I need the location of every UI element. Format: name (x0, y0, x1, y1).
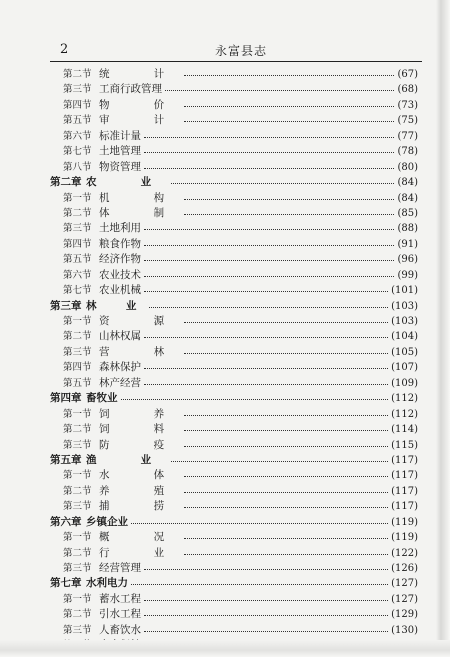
page-header (50, 40, 420, 62)
dot-leader (149, 307, 388, 308)
toc-entry-label (63, 113, 181, 128)
toc-entry-number: 第一节 (63, 593, 92, 605)
dot-leader (184, 322, 388, 323)
toc-entry-label (63, 623, 141, 638)
toc-section-row (50, 191, 422, 206)
toc-entry-label (63, 237, 141, 252)
toc-section-row (50, 144, 422, 159)
dot-leader (184, 75, 394, 76)
dot-leader (184, 492, 388, 493)
toc-entry-label (63, 252, 141, 267)
toc-section-row (50, 329, 422, 344)
toc-section-row (50, 484, 422, 499)
toc-entry-title: 机 构 (99, 191, 181, 204)
toc-entry-title: 饲 养 (99, 407, 181, 420)
toc-page-number: (91) (397, 238, 418, 250)
dot-leader (184, 476, 388, 477)
toc-entry-number: 第二节 (63, 207, 92, 219)
toc-entry-title: 渔 业 (86, 453, 168, 466)
toc-page-number: (127) (391, 593, 418, 605)
toc-entry-number: 第三节 (63, 346, 92, 358)
page-edge-right (436, 0, 450, 657)
toc-chapter-row (50, 453, 422, 468)
toc-page-number: (109) (391, 377, 418, 389)
toc-entry-number: 第二章 (50, 176, 82, 189)
toc-page-number: (73) (397, 99, 418, 111)
toc-entry-number: 第六节 (63, 269, 92, 281)
toc-chapter-row (50, 175, 422, 190)
toc-entry-title: 林 业 (86, 299, 146, 312)
toc-entry-label (63, 98, 181, 113)
toc-page-number: (80) (397, 161, 418, 173)
toc-page-number: (103) (391, 300, 418, 312)
page-edge-bottom (0, 640, 450, 657)
dot-leader (184, 415, 388, 416)
toc-section-row (50, 607, 422, 622)
toc-entry-label (63, 67, 181, 82)
toc-entry-number: 第一节 (63, 470, 92, 482)
toc-page-number: (112) (391, 408, 418, 420)
dot-leader (144, 600, 388, 601)
toc-entry-number: 第五节 (63, 377, 92, 389)
toc-page-number: (88) (397, 223, 418, 235)
toc-section-row (50, 237, 422, 252)
toc-entry-number: 第三章 (50, 299, 82, 312)
toc-entry-label (63, 499, 181, 514)
toc-entry-number: 第一节 (63, 408, 92, 420)
toc-page-number: (129) (391, 609, 418, 621)
toc-entry-number: 第二节 (63, 547, 92, 559)
toc-entry-number: 第七节 (63, 285, 92, 297)
toc-entry-number: 第七章 (50, 577, 82, 590)
toc-section-row (50, 438, 422, 453)
dot-leader (184, 507, 388, 508)
toc-page-number: (101) (391, 285, 418, 297)
dot-leader (144, 569, 388, 570)
dot-leader (165, 90, 394, 91)
dot-leader (144, 152, 394, 153)
toc-entry-number: 第三节 (63, 439, 92, 451)
toc-section-row (50, 67, 422, 82)
toc-entry-number: 第二节 (63, 69, 92, 80)
toc-page-number: (119) (391, 516, 418, 528)
toc-entry-label (50, 391, 118, 406)
toc-page-number: (68) (397, 84, 418, 96)
dot-leader (184, 554, 388, 555)
toc-page-number: (117) (391, 501, 418, 513)
toc-entry-number: 第五章 (50, 453, 82, 466)
dot-leader (184, 538, 388, 539)
toc-section-row (50, 283, 422, 298)
toc-entry-label (63, 438, 181, 453)
toc-entry-label (63, 314, 181, 329)
toc-page-number: (103) (391, 316, 418, 327)
toc-entry-number: 第二节 (63, 609, 92, 621)
toc-page-number: (117) (391, 470, 418, 482)
toc-entry-label (63, 160, 141, 175)
toc-entry-label (63, 144, 141, 159)
toc-entry-title: 人畜饮水 (99, 623, 141, 636)
toc-entry-number: 第三节 (63, 563, 92, 574)
toc-entry-label (63, 129, 141, 144)
toc-entry-number: 第四章 (50, 392, 82, 405)
toc-entry-label (63, 360, 141, 375)
toc-entry-number: 第三节 (63, 84, 92, 96)
toc-entry-title: 水利电力 (86, 577, 128, 590)
toc-section-row (50, 206, 422, 221)
toc-entry-title: 乡镇企业 (86, 515, 128, 528)
toc-section-row (50, 592, 422, 607)
toc-entry-label (63, 530, 181, 545)
dot-leader (171, 183, 394, 184)
dot-leader (144, 291, 388, 292)
toc-section-row (50, 561, 422, 576)
toc-entry-label (63, 82, 162, 97)
toc-entry-title: 土地管理 (99, 145, 141, 158)
toc-entry-number: 第五节 (63, 115, 92, 127)
toc-page-number: (67) (397, 69, 418, 80)
toc-section-row (50, 623, 422, 638)
toc-entry-title: 粮食作物 (99, 237, 141, 250)
toc-chapter-row (50, 515, 422, 530)
toc-entry-label (63, 329, 141, 344)
toc-page-number: (75) (397, 115, 418, 127)
toc-entry-label (50, 576, 128, 591)
toc-entry-title: 物资管理 (99, 160, 141, 173)
toc-entry-number: 第二节 (63, 424, 92, 436)
dot-leader (171, 461, 388, 462)
toc-page-number: (104) (391, 331, 418, 343)
toc-section-row (50, 376, 422, 391)
toc-entry-title: 工商行政管理 (99, 83, 162, 96)
toc-page-number: (119) (391, 532, 418, 544)
toc-entry-title: 饲 料 (99, 423, 181, 436)
toc-page-number: (126) (391, 563, 418, 574)
toc-entry-label (63, 468, 181, 483)
toc-entry-number: 第二节 (63, 331, 92, 343)
toc-section-row (50, 422, 422, 437)
toc-chapter-row (50, 576, 422, 591)
toc-entry-title: 体 制 (99, 206, 181, 219)
dot-leader (131, 584, 388, 585)
toc-page-number: (112) (391, 393, 418, 405)
toc-section-row (50, 345, 422, 360)
toc-entry-title: 引水工程 (99, 608, 141, 621)
toc-section-row (50, 499, 422, 514)
toc-section-row (50, 98, 422, 113)
toc-entry-title: 营 林 (99, 345, 181, 358)
toc-entry-title: 水 体 (99, 469, 181, 482)
dot-leader (184, 214, 394, 215)
dot-leader (131, 523, 388, 524)
toc-entry-number: 第三节 (63, 501, 92, 513)
toc-section-row (50, 129, 422, 144)
toc-entry-number: 第二节 (63, 485, 92, 497)
toc-page-number: (117) (391, 454, 418, 466)
toc-page-number: (78) (397, 146, 418, 158)
table-of-contents (50, 67, 422, 654)
toc-entry-label (63, 221, 141, 236)
toc-entry-label (63, 592, 141, 607)
toc-section-row (50, 221, 422, 236)
dot-leader (184, 121, 394, 122)
toc-entry-number: 第一节 (63, 192, 92, 204)
toc-section-row (50, 113, 422, 128)
toc-entry-title: 农业机械 (99, 284, 141, 297)
dot-leader (184, 106, 394, 107)
toc-entry-label (63, 422, 181, 437)
dot-leader (144, 368, 388, 369)
toc-entry-title: 农 业 (86, 176, 168, 189)
toc-entry-number: 第四节 (63, 99, 92, 111)
dot-leader (144, 384, 388, 385)
dot-leader (121, 399, 388, 400)
toc-entry-number: 第四节 (63, 362, 92, 374)
dot-leader (184, 430, 388, 431)
toc-page-number: (114) (391, 424, 418, 436)
toc-entry-title: 捕 捞 (99, 500, 181, 513)
toc-entry-label (63, 191, 181, 206)
dot-leader (184, 199, 394, 200)
toc-entry-number: 第六节 (63, 130, 92, 142)
toc-entry-title: 概 况 (99, 531, 181, 544)
dot-leader (144, 137, 394, 138)
toc-entry-title: 森林保护 (99, 361, 141, 374)
toc-chapter-row (50, 391, 422, 406)
book-title: 永富县志 (215, 44, 268, 58)
toc-page-number: (105) (391, 346, 418, 358)
dot-leader (184, 353, 388, 354)
toc-page-number: (115) (391, 439, 418, 451)
toc-entry-label (50, 299, 146, 314)
toc-entry-title: 经济作物 (99, 253, 141, 266)
toc-entry-number: 第一节 (63, 532, 92, 544)
toc-entry-title: 统 计 (99, 68, 181, 80)
dot-leader (144, 260, 394, 261)
toc-section-row (50, 268, 422, 283)
toc-chapter-row (50, 299, 422, 314)
toc-entry-label (50, 175, 168, 190)
toc-entry-title: 土地利用 (99, 222, 141, 235)
toc-entry-number: 第七节 (63, 146, 92, 158)
toc-entry-title: 蓄水工程 (99, 592, 141, 605)
toc-entry-title: 农业技术 (99, 268, 141, 281)
toc-page-number: (77) (397, 130, 418, 142)
toc-entry-title: 经营管理 (99, 562, 141, 574)
dot-leader (144, 276, 394, 277)
toc-entry-number: 第四节 (63, 238, 92, 250)
toc-section-row (50, 160, 422, 175)
dot-leader (144, 168, 394, 169)
toc-entry-title: 防 疫 (99, 438, 181, 451)
dot-leader (184, 446, 388, 447)
toc-page-number: (96) (397, 254, 418, 266)
toc-page-number: (107) (391, 362, 418, 374)
toc-page-number: (99) (397, 269, 418, 281)
toc-page-number: (117) (391, 485, 418, 497)
toc-entry-label (63, 484, 181, 499)
toc-entry-title: 畜牧业 (86, 392, 118, 405)
toc-section-row (50, 314, 422, 329)
toc-section-row (50, 360, 422, 375)
toc-entry-title: 物 价 (99, 98, 181, 111)
dot-leader (144, 615, 388, 616)
toc-entry-title: 标准计量 (99, 129, 141, 142)
toc-page-number: (127) (391, 578, 418, 590)
toc-entry-number: 第一节 (63, 316, 92, 327)
toc-entry-title: 行 业 (99, 546, 181, 559)
toc-section-row (50, 82, 422, 97)
toc-entry-label (63, 407, 181, 422)
toc-entry-title: 资 源 (99, 315, 181, 327)
toc-section-row (50, 407, 422, 422)
toc-entry-label (63, 206, 181, 221)
toc-entry-title: 审 计 (99, 114, 181, 127)
toc-entry-label (50, 515, 128, 530)
toc-entry-number: 第三节 (63, 223, 92, 235)
dot-leader (144, 337, 388, 338)
toc-section-row (50, 546, 422, 561)
toc-section-row (50, 252, 422, 267)
toc-entry-number: 第五节 (63, 254, 92, 266)
dot-leader (144, 631, 388, 632)
toc-entry-label (63, 607, 141, 622)
toc-page-number: (84) (397, 192, 418, 204)
toc-page-number: (122) (391, 547, 418, 559)
toc-entry-label (63, 268, 141, 283)
toc-entry-label (63, 345, 181, 360)
header-rule (50, 61, 422, 62)
toc-entry-label (63, 546, 181, 561)
toc-page-number: (130) (391, 624, 418, 636)
toc-entry-label (50, 453, 168, 468)
toc-page-number: (84) (397, 177, 418, 189)
toc-entry-number: 第八节 (63, 161, 92, 173)
toc-entry-number: 第三节 (63, 624, 92, 636)
toc-entry-label (63, 376, 141, 391)
toc-entry-number: 第六章 (50, 515, 82, 528)
toc-section-row (50, 530, 422, 545)
toc-page-number: (85) (397, 207, 418, 219)
toc-section-row (50, 468, 422, 483)
toc-entry-title: 林产经营 (99, 376, 141, 389)
toc-entry-label (63, 561, 141, 576)
dot-leader (144, 245, 394, 246)
toc-entry-title: 山林权属 (99, 330, 141, 343)
dot-leader (144, 229, 394, 230)
toc-entry-title: 养 殖 (99, 484, 181, 497)
toc-entry-label (63, 283, 141, 298)
page-number: 2 (60, 42, 69, 57)
